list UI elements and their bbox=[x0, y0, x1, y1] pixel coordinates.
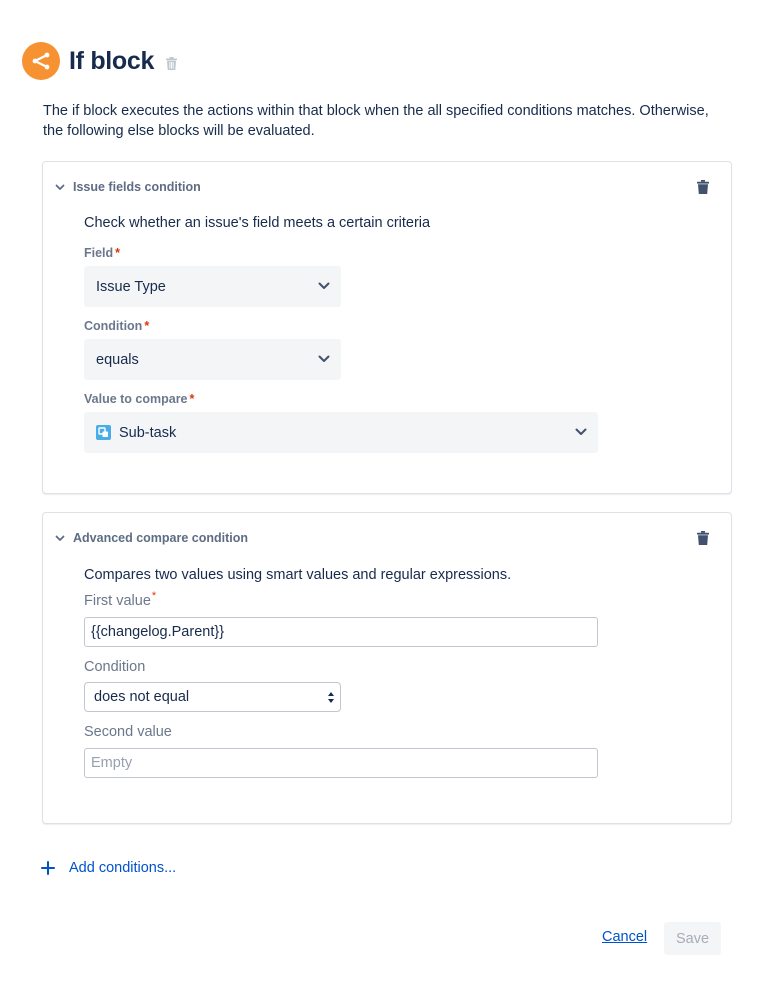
issue-fields-condition-panel bbox=[42, 161, 732, 494]
panel-title: Advanced compare condition bbox=[73, 531, 249, 545]
branch-icon bbox=[22, 42, 60, 80]
delete-block-icon[interactable] bbox=[166, 57, 177, 70]
condition-select-value: equals bbox=[96, 351, 139, 368]
condition-label: Condition bbox=[84, 659, 146, 675]
add-conditions-button[interactable] bbox=[40, 860, 176, 876]
page-title: If block bbox=[69, 46, 155, 75]
panel-toggle[interactable] bbox=[55, 180, 201, 194]
first-value-input[interactable]: {{changelog.Parent}} bbox=[84, 617, 598, 647]
first-value-label: First value* bbox=[84, 590, 157, 609]
condition-select[interactable] bbox=[84, 339, 341, 380]
save-button[interactable]: Save bbox=[664, 922, 721, 955]
panel-title: Issue fields condition bbox=[73, 180, 201, 194]
value-to-compare-value: Sub-task bbox=[119, 424, 177, 441]
chevron-down-icon bbox=[317, 279, 331, 293]
chevron-down-icon bbox=[317, 352, 331, 366]
field-select[interactable] bbox=[84, 266, 341, 307]
panel-description: Compares two values using smart values and regular expressions. bbox=[84, 567, 512, 583]
add-conditions-label: Add conditions... bbox=[69, 860, 177, 876]
chevron-down-icon bbox=[55, 184, 67, 191]
subtask-icon bbox=[96, 425, 111, 440]
cancel-button[interactable]: Cancel bbox=[602, 929, 648, 945]
advanced-compare-condition-panel bbox=[42, 512, 732, 824]
condition-select[interactable] bbox=[84, 682, 341, 712]
condition-select-value: does not equal bbox=[94, 689, 190, 705]
second-value-label: Second value bbox=[84, 724, 172, 740]
condition-label: Condition * bbox=[84, 319, 150, 333]
chevron-down-icon bbox=[55, 535, 67, 542]
plus-icon bbox=[40, 860, 56, 876]
second-value-input[interactable]: Empty bbox=[84, 748, 598, 778]
trash-icon[interactable] bbox=[697, 531, 709, 545]
panel-toggle[interactable] bbox=[55, 531, 248, 545]
block-description: The if block executes the actions within that block when the all specified conditions matches. Otherwise, the following else blocks will be evaluated. bbox=[43, 103, 709, 139]
select-arrows-icon bbox=[327, 690, 335, 705]
value-to-compare-label: Value to compare * bbox=[84, 392, 195, 406]
field-select-value: Issue Type bbox=[96, 278, 166, 295]
panel-description: Check whether an issue's field meets a certain criteria bbox=[84, 215, 431, 231]
field-label: Field * bbox=[84, 246, 121, 260]
chevron-down-icon bbox=[574, 425, 588, 439]
block-header bbox=[22, 42, 177, 80]
value-to-compare-select[interactable] bbox=[84, 412, 598, 453]
trash-icon[interactable] bbox=[697, 180, 709, 194]
